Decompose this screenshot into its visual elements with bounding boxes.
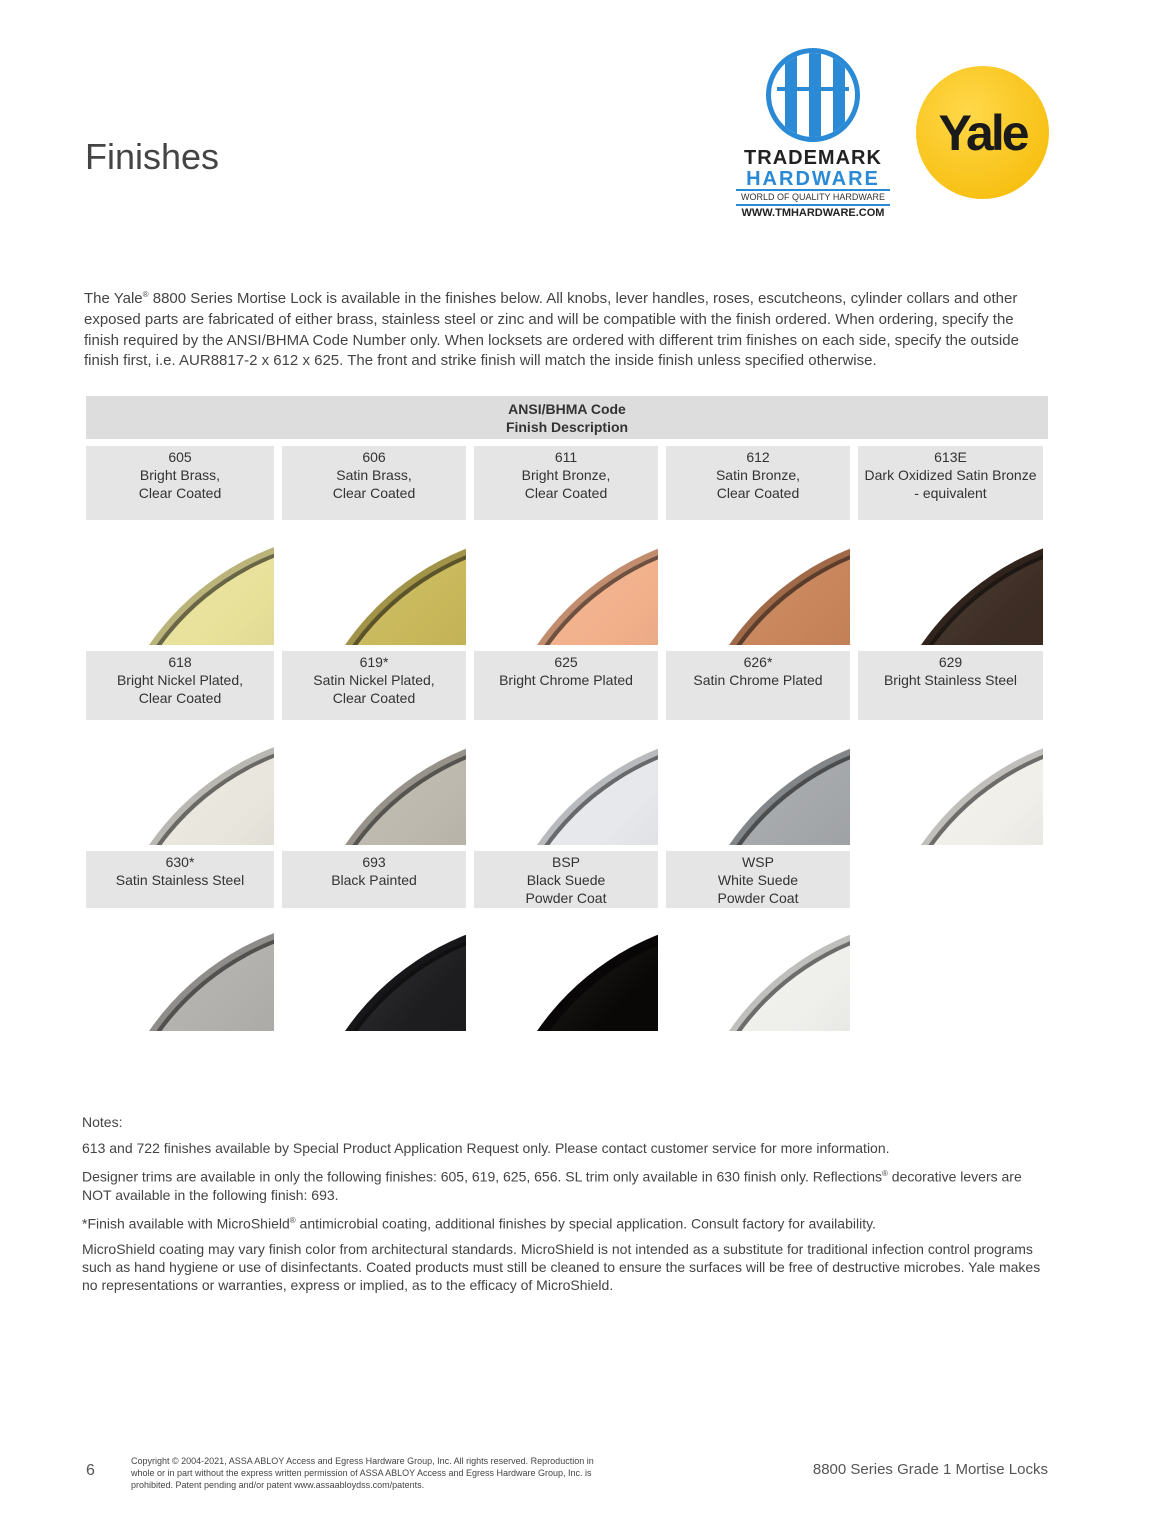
finish-code: 630* [165, 854, 195, 870]
finish-label [858, 446, 1043, 520]
finish-swatch [86, 918, 274, 1031]
finish-code: 693 [362, 854, 386, 870]
finish-swatch [474, 532, 658, 645]
finish-code: 619* [359, 654, 389, 670]
note-text: Designer trims are available in only the following finishes: 605, 619, 625, 656. SL trim only available in 630 finish only. Reflections [82, 1168, 882, 1185]
finish-code: 625 [554, 654, 578, 670]
finish-line1: Dark Oxidized Satin Bronze [864, 467, 1037, 483]
finish-label [666, 446, 850, 520]
finish-label [858, 651, 1043, 720]
series-footer: 8800 Series Grade 1 Mortise Locks [812, 1461, 1048, 1478]
note: 613 and 722 finishes available by Special Product Application Request only. Please contact customer service for more information. [82, 1140, 890, 1156]
finish-line1: Bright Stainless Steel [883, 672, 1018, 688]
finish-label [86, 651, 274, 720]
logo-tagline: WORLD OF QUALITY HARDWARE [736, 191, 890, 206]
finish-line1: Satin Nickel Plated, [313, 672, 435, 688]
finish-swatch [86, 532, 274, 645]
finish-line1: Black Painted [331, 872, 417, 888]
note-text: antimicrobial coating, additional finishes by special application. Consult factory for availability. [295, 1215, 876, 1232]
finish-swatch [282, 918, 466, 1031]
notes-heading: Notes: [82, 1114, 123, 1130]
table-header [86, 396, 1048, 439]
finish-code: 612 [746, 449, 770, 465]
finish-line2: Clear Coated [524, 485, 608, 501]
finish-label [282, 851, 466, 908]
intro-paragraph [84, 285, 1044, 372]
finish-swatch [282, 732, 466, 845]
note-text: decorative levers are NOT available in the following finish: 693. [82, 1168, 1022, 1203]
finish-swatch [666, 732, 850, 845]
notes-section [82, 1113, 1042, 1302]
finish-code: BSP [551, 854, 580, 870]
finish-code: 605 [168, 449, 192, 465]
finish-code: 613E [934, 449, 967, 465]
finish-line2: Clear Coated [332, 485, 416, 501]
finish-label [282, 446, 466, 520]
finish-line2: Clear Coated [138, 485, 222, 501]
finish-line1: Bright Chrome Plated [499, 672, 633, 688]
finish-label [474, 446, 658, 520]
finish-line1: Black Suede [526, 872, 606, 888]
finish-swatch [282, 532, 466, 645]
finish-line1: Satin Bronze, [715, 467, 801, 483]
note [82, 1165, 1042, 1204]
finish-line2: - equivalent [914, 485, 987, 501]
finish-swatch [474, 918, 658, 1031]
note [82, 1212, 1042, 1233]
header-line: ANSI/BHMA Code [508, 401, 626, 417]
logo-text: HARDWARE [736, 169, 890, 191]
finish-line1: Satin Stainless Steel [115, 872, 245, 888]
finish-label [474, 651, 658, 720]
header-line: Finish Description [505, 419, 629, 435]
registered-mark: ® [142, 290, 149, 299]
finish-line2: Clear Coated [138, 690, 222, 706]
finish-line2: Powder Coat [717, 890, 799, 906]
finish-label [86, 446, 274, 520]
finish-line1: Satin Chrome Plated [693, 672, 823, 688]
finish-code: 618 [168, 654, 192, 670]
finish-line2 [86, 889, 274, 907]
finish-line2 [474, 689, 658, 707]
yale-logo: Yale [916, 66, 1049, 199]
registered-mark: ® [882, 1169, 888, 1178]
finish-swatch [858, 532, 1043, 645]
finish-label [666, 651, 850, 720]
finish-label [282, 651, 466, 720]
registered-mark: ® [289, 1215, 296, 1225]
finish-label [666, 851, 850, 908]
intro-text: 8800 Series Mortise Lock is available in the finishes below. All knobs, lever handles, roses, escutcheons, cylinder collars and other exposed parts are fabricated of either brass, stainless steel or zinc and will be compatible with the finish ordered. When ordering, specify the finish required by the ANSI/BHMA Code Number only. When locksets are ordered with different trim finishes on each side, specify the outside finish first, i.e. AUR8817-2 x 612 x 625. The front and strike finish will match the inside finish unless specified otherwise. [84, 290, 1019, 370]
finish-line2 [666, 689, 850, 707]
finish-code: 611 [554, 449, 578, 465]
trademark-hardware-logo [736, 48, 890, 220]
finish-line2: Clear Coated [716, 485, 800, 501]
finish-swatch [858, 732, 1043, 845]
intro-text: The Yale [84, 290, 143, 307]
finish-line2: Powder Coat [525, 890, 607, 906]
finish-swatch [86, 732, 274, 845]
finish-label [86, 851, 274, 908]
finish-code: 629 [938, 654, 963, 670]
finish-line1: Bright Bronze, [521, 467, 611, 483]
logo-text: TRADEMARK [744, 147, 882, 169]
finish-line1: White Suede [717, 872, 799, 888]
page-number: 6 [86, 1462, 95, 1479]
finish-line1: Bright Nickel Plated, [116, 672, 244, 688]
finish-swatch [666, 532, 850, 645]
finish-line1: Bright Brass, [139, 467, 221, 483]
note: MicroShield coating may vary finish color from architectural standards. MicroShield is not intended as a substitute for traditional infection control programs such as hand hygiene or use of disinfectants. Coated products must still be cleaned to ensure the surfaces will be free of destructive microbes. Yale makes no representations or warranties, express or implied, as to the efficacy of MicroShield. [82, 1241, 1041, 1294]
finish-swatch [474, 732, 658, 845]
finish-label [474, 851, 658, 908]
finish-code: 606 [362, 449, 386, 465]
finish-code: 626* [743, 654, 773, 670]
globe-icon [766, 48, 860, 142]
copyright: Copyright © 2004-2021, ASSA ABLOY Access and Egress Hardware Group, Inc. All rights reserved. Reproduction in whole or in part without the express written permission of ASSA ABLOY Access and Egress Hardware Group, Inc. is prohibited. Patent pending and/or patent www.assaabloydss.com/patents. [131, 1456, 594, 1490]
page-title: Finishes [85, 136, 220, 178]
finish-code: WSP [742, 854, 774, 870]
finish-line2 [282, 889, 466, 907]
finish-line2 [858, 689, 1043, 707]
finish-line1: Satin Brass, [336, 467, 412, 483]
finish-swatch [666, 918, 850, 1031]
note-text: *Finish available with MicroShield [82, 1215, 290, 1232]
finish-line2: Clear Coated [332, 690, 416, 706]
logo-url: WWW.TMHARDWARE.COM [741, 207, 885, 219]
